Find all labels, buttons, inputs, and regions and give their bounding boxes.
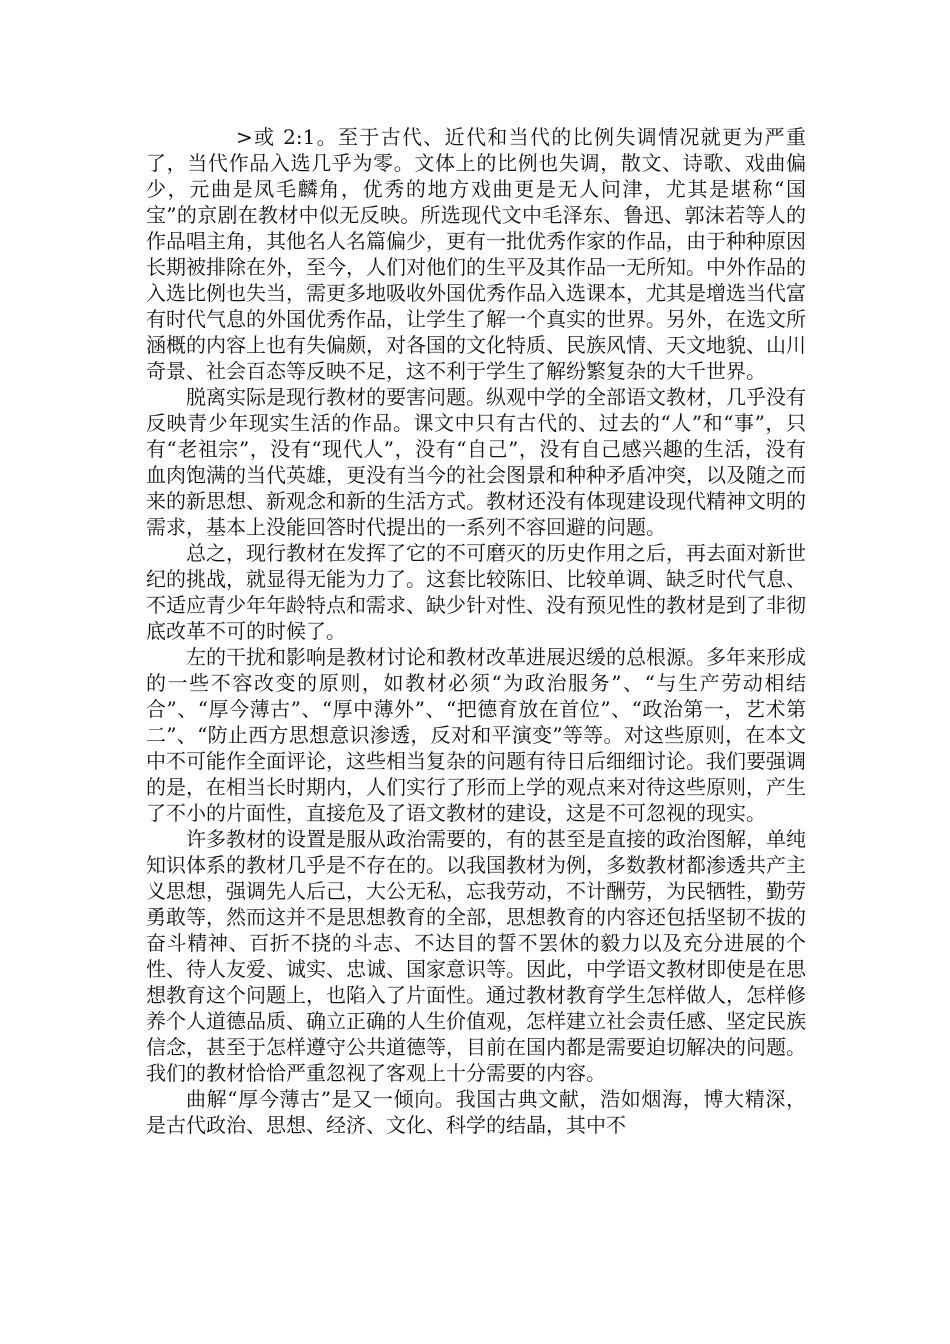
paragraph-1: >或 2:1。至于古代、近代和当代的比例失调情况就更为严重了，当代作品入选几乎为零。文体上的比例也失调，散文、诗歌、戏曲偏少，元曲是凤毛麟角，优秀的地方戏曲更是无人问津，尤其是堪称“国宝”的京剧在教材中似无反映。所选现代文中毛泽东、鲁迅、郭沫若等人的作品唱主角，其他名人名篇偏少，更有一批优秀作家的作品，由于种种原因长期被排除在外，至今，人们对他们的生平及其作品一无所知。中外作品的入选比例也失当，需更多地吸收外国优秀作品入选课本，尤其是增选当代富有时代气息的外国优秀作品，让学生了解一个真实的世界。另外，在选文所涵概的内容上也有失偏颇，对各国的文化特质、民族风情、天文地貌、山川奇景、社会百态等反映不足，这不利于学生了解纷繁复杂的大千世界。 [146, 125, 806, 383]
paragraph-4: 左的干扰和影响是教材讨论和教材改革进展迟缓的总根源。多年来形成的一些不容改变的原则，如教材必须“为政治服务”、“与生产劳动相结合”、“厚今薄古”、“厚中薄外”、“把德育放在首位”、“政治第一，艺术第二”、“防止西方思想意识渗透，反对和平演变”等等。对这些原则，在本文中不可能作全面评论，这些相当复杂的问题有待日后细细讨论。我们要强调的是，在相当长时期内，人们实行了形而上学的观点来对待这些原则，产生了不小的片面性，直接危及了语文教材的建设，这是不可忽视的现实。 [146, 645, 806, 825]
paragraph-5: 许多教材的设置是服从政治需要的，有的甚至是直接的政治图解，单纯知识体系的教材几乎是不存在的。以我国教材为例，多数教材都渗透共产主义思想，强调先人后己，大公无私，忘我劳动，不计酬劳，为民牺牲，勤劳勇敢等，然而这并不是思想教育的全部，思想教育的内容还包括坚韧不拔的奋斗精神、百折不挠的斗志、不达目的誓不罢休的毅力以及充分进展的个性、待人友爱、诚实、忠诚、国家意识等。因此，中学语文教材即使是在思想教育这个问题上，也陷入了片面性。通过教材教育学生怎样做人，怎样修养个人道德品质、确立正确的人生价值观，怎样建立社会责任感、坚定民族信念，甚至于怎样遵守公共道德等，目前在国内都是需要迫切解决的问题。我们的教材恰恰严重忽视了客观上十分需要的内容。 [146, 827, 806, 1085]
document-page [146, 124, 806, 1138]
paragraph-6: 曲解“厚今薄古”是又一倾向。我国古典文献，浩如烟海，博大精深，是古代政治、思想、经济、文化、科学的结晶，其中不 [146, 1087, 806, 1137]
paragraph-3: 总之，现行教材在发挥了它的不可磨灭的历史作用之后，再去面对新世纪的挑战，就显得无能为力了。这套比较陈旧、比较单调、缺乏时代气息、不适应青少年年龄特点和需求、缺少针对性、没有预见性的教材是到了非彻底改革不可的时候了。 [146, 541, 806, 643]
paragraph-2: 脱离实际是现行教材的要害问题。纵观中学的全部语文教材，几乎没有反映青少年现实生活的作品。课文中只有古代的、过去的“人”和“事”，只有“老祖宗”，没有“现代人”，没有“自己”，没有自己感兴趣的生活，没有血肉饱满的当代英雄，更没有当今的社会图景和种种矛盾冲突，以及随之而来的新思想、新观念和新的生活方式。教材还没有体现建设现代精神文明的需求，基本上没能回答时代提出的一系列不容回避的问题。 [146, 385, 806, 539]
